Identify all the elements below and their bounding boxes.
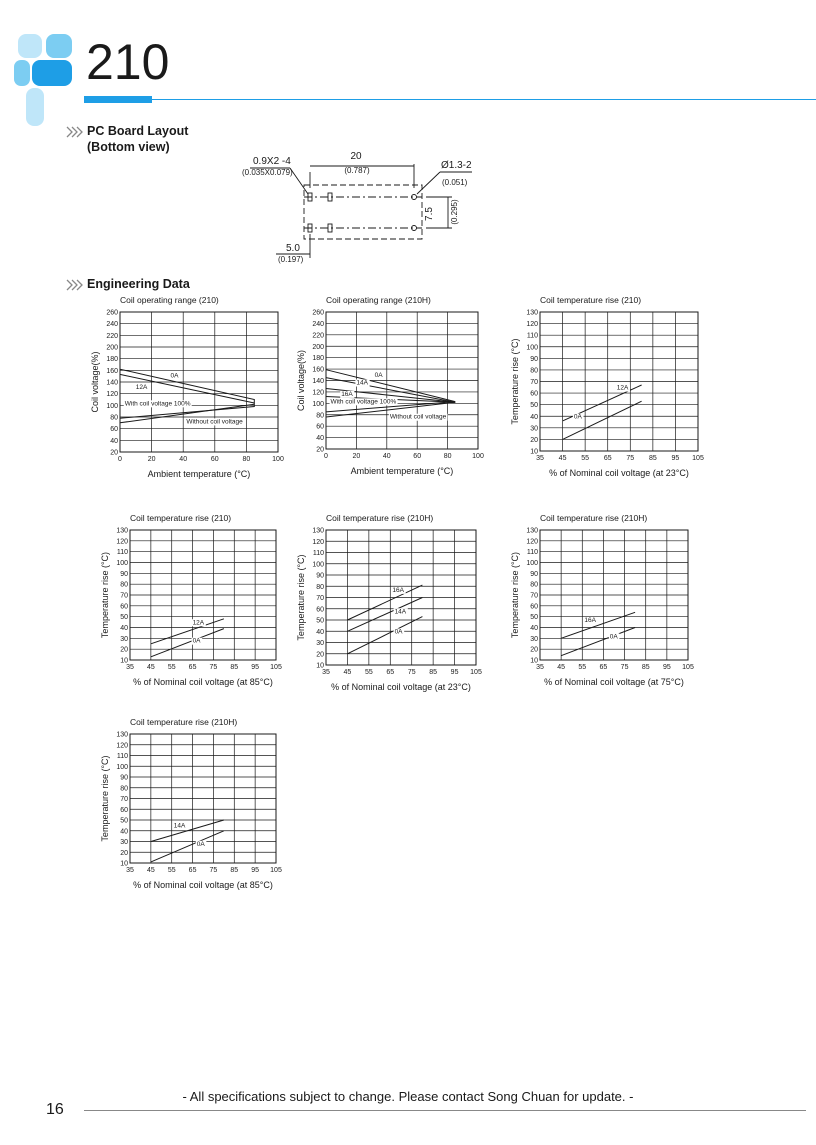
x-tick-label: 65 — [386, 669, 395, 676]
y-tick-label: 60 — [120, 603, 128, 611]
x-tick-label: 60 — [210, 456, 219, 463]
x-tick-label: 85 — [230, 664, 239, 671]
y-tick-label: 40 — [530, 413, 538, 421]
section-title-engineering-data: Engineering Data — [87, 277, 190, 291]
y-tick-label: 240 — [106, 321, 118, 329]
y-tick-label: 80 — [316, 412, 324, 420]
y-tick-label: 100 — [106, 402, 118, 410]
y-tick-label: 90 — [120, 570, 128, 578]
y-tick-label: 90 — [120, 774, 128, 782]
y-tick-label: 20 — [316, 651, 324, 659]
series-annotation: 16A — [392, 586, 405, 594]
series-line — [561, 612, 635, 641]
chart-coil-temp-rise-210h-75c — [502, 512, 742, 704]
series-annotation: 0A — [192, 637, 201, 645]
x-tick-label: 100 — [472, 453, 484, 460]
y-tick-label: 130 — [526, 309, 538, 317]
y-tick-label: 50 — [530, 402, 538, 410]
y-tick-label: 80 — [530, 367, 538, 375]
x-tick-label: 45 — [146, 867, 155, 874]
x-tick-label: 65 — [603, 455, 612, 462]
series-annotation: 14A — [356, 379, 368, 387]
series-annotation: Without coil voltage — [389, 413, 447, 421]
y-tick-label: 60 — [530, 390, 538, 398]
x-tick-label: 55 — [364, 669, 373, 676]
chart-coil-temp-rise-210-23c — [510, 294, 726, 486]
y-tick-label: 20 — [110, 449, 118, 457]
y-tick-label: 10 — [530, 448, 538, 456]
y-tick-label: 20 — [316, 446, 324, 454]
header-rule — [152, 99, 816, 100]
y-tick-label: 30 — [530, 635, 538, 643]
x-tick-label: 35 — [536, 664, 544, 671]
y-tick-label: 110 — [116, 549, 128, 557]
x-tick-label: 0 — [324, 453, 328, 460]
y-tick-label: 20 — [120, 849, 128, 857]
section-subtitle-bottom-view: (Bottom view) — [87, 140, 170, 154]
y-tick-label: 140 — [312, 378, 324, 385]
y-tick-label: 100 — [526, 560, 538, 567]
x-tick-label: 95 — [450, 669, 459, 676]
x-tick-label: 20 — [147, 456, 156, 463]
y-tick-label: 180 — [312, 355, 324, 363]
chevron-right-icon — [66, 126, 84, 138]
dim-length-inch: (0.787) — [344, 166, 370, 175]
dim-height-inch: (0.295) — [450, 199, 459, 225]
chart-grid — [326, 530, 476, 665]
dim-hole: Ø1.3-2 — [441, 160, 472, 171]
dim-height: 7.5 — [424, 207, 435, 221]
chart-grid — [540, 530, 688, 660]
y-tick-label: 10 — [530, 657, 538, 665]
x-tick-label: 75 — [626, 455, 635, 462]
y-axis-label: Temperature rise (°C) — [100, 551, 110, 639]
dim-pin: 0.9X2 -4 — [253, 156, 291, 167]
y-tick-label: 70 — [120, 796, 128, 803]
y-tick-label: 20 — [530, 436, 538, 444]
y-tick-label: 130 — [116, 731, 128, 739]
y-tick-label: 40 — [316, 435, 324, 443]
y-tick-label: 90 — [530, 355, 538, 363]
series-annotation: 14A — [394, 608, 407, 616]
x-tick-label: 0 — [118, 456, 122, 463]
y-axis-label: Temperature rise (°C) — [510, 551, 520, 639]
y-tick-label: 220 — [312, 332, 324, 340]
x-tick-label: 105 — [270, 664, 282, 671]
y-tick-label: 260 — [312, 309, 324, 317]
chart-coil-operating-range-210 — [78, 294, 318, 490]
series-annotation: 14A — [173, 822, 186, 830]
x-tick-label: 35 — [322, 669, 330, 676]
x-tick-label: 105 — [270, 867, 282, 874]
x-tick-label: 55 — [167, 867, 176, 874]
x-tick-label: 80 — [443, 453, 452, 460]
x-tick-label: 75 — [407, 669, 416, 676]
series-annotation: 16A — [341, 390, 353, 398]
x-tick-label: 100 — [272, 456, 284, 463]
y-tick-label: 130 — [116, 527, 128, 535]
x-axis-label: Ambient temperature (°C) — [147, 469, 251, 479]
series-annotation: 0A — [170, 372, 179, 380]
y-tick-label: 110 — [116, 753, 128, 760]
y-tick-label: 100 — [312, 561, 324, 569]
section-title-pcb-layout: PC Board Layout — [87, 124, 189, 138]
footer-rule — [84, 1110, 806, 1111]
y-tick-label: 120 — [526, 321, 538, 329]
chevron-right-icon — [66, 279, 84, 291]
y-tick-label: 160 — [312, 366, 324, 374]
y-tick-label: 50 — [316, 617, 324, 625]
y-tick-label: 90 — [316, 572, 324, 580]
series-annotation: With coil voltage 100% — [124, 400, 191, 408]
x-tick-label: 55 — [167, 664, 176, 671]
chart-coil-temp-rise-210h-85c — [88, 716, 328, 900]
series-annotation: 0A — [196, 840, 205, 848]
y-tick-label: 120 — [116, 742, 128, 750]
y-tick-label: 160 — [106, 367, 118, 375]
y-tick-label: 60 — [530, 603, 538, 611]
series-annotation: 0A — [609, 633, 618, 641]
x-tick-label: 95 — [251, 867, 260, 874]
dim-offset: 5.0 — [286, 243, 300, 254]
x-tick-label: 75 — [620, 664, 629, 671]
dim-offset-inch: (0.197) — [278, 255, 304, 264]
pcb-layout-diagram — [236, 148, 476, 266]
x-tick-label: 45 — [557, 664, 566, 671]
y-tick-label: 50 — [120, 817, 128, 825]
series-line — [151, 831, 224, 862]
y-tick-label: 130 — [526, 527, 538, 535]
chart-title: Coil temperature rise (210H) — [326, 513, 434, 523]
y-tick-label: 140 — [106, 379, 118, 387]
x-tick-label: 45 — [146, 664, 155, 671]
x-tick-label: 80 — [242, 456, 251, 463]
y-tick-label: 120 — [106, 391, 118, 399]
chart-title: Coil temperature rise (210H) — [130, 717, 238, 727]
x-tick-label: 95 — [662, 664, 671, 671]
y-axis-label: Coil voltage(%) — [90, 351, 100, 413]
y-tick-label: 30 — [120, 839, 128, 846]
x-tick-label: 20 — [352, 453, 361, 460]
y-tick-label: 260 — [106, 309, 118, 317]
x-tick-label: 45 — [343, 669, 352, 676]
dim-pin-inch: (0.035X0.079) — [242, 168, 293, 177]
series-annotation: 16A — [584, 617, 596, 625]
chart-title: Coil temperature rise (210H) — [540, 513, 648, 523]
y-tick-label: 30 — [120, 635, 128, 643]
x-tick-label: 85 — [429, 669, 438, 676]
y-tick-label: 100 — [526, 344, 538, 352]
y-tick-label: 200 — [312, 343, 324, 351]
x-tick-label: 45 — [558, 455, 567, 462]
series-annotation: Without coil voltage — [186, 418, 243, 426]
x-tick-label: 65 — [188, 664, 197, 671]
chart-title: Coil temperature rise (210) — [130, 513, 232, 523]
x-axis-label: % of Nominal coil voltage (at 85°C) — [133, 880, 273, 890]
y-tick-label: 80 — [110, 414, 118, 422]
x-tick-label: 35 — [536, 455, 544, 462]
y-tick-label: 60 — [120, 806, 128, 814]
company-logo-icon — [12, 30, 78, 130]
x-tick-label: 35 — [126, 867, 134, 874]
y-tick-label: 70 — [120, 592, 128, 600]
y-tick-label: 30 — [530, 425, 538, 433]
x-axis-label: % of Nominal coil voltage (at 75°C) — [544, 677, 684, 687]
x-tick-label: 85 — [230, 867, 239, 874]
y-tick-label: 10 — [120, 657, 128, 665]
chart-title: Coil temperature rise (210) — [540, 295, 642, 305]
y-tick-label: 40 — [110, 437, 118, 445]
y-tick-label: 200 — [106, 344, 118, 352]
chart-grid — [326, 312, 478, 449]
series-line — [151, 619, 224, 644]
y-tick-label: 100 — [116, 560, 128, 567]
chart-title: Coil operating range (210H) — [326, 295, 431, 305]
series-annotation: 12A — [192, 619, 205, 627]
y-tick-label: 70 — [530, 592, 538, 600]
series-annotation: With coil voltage 100% — [330, 398, 397, 406]
series-line — [347, 617, 422, 654]
dim-hole-inch: (0.051) — [442, 178, 468, 187]
y-tick-label: 50 — [530, 614, 538, 622]
series-line — [151, 629, 224, 657]
x-tick-label: 85 — [648, 455, 657, 462]
y-tick-label: 80 — [316, 583, 324, 591]
chart-coil-operating-range-210h — [290, 294, 520, 486]
y-tick-label: 80 — [120, 581, 128, 589]
x-tick-label: 85 — [641, 664, 650, 671]
y-tick-label: 110 — [312, 550, 324, 557]
chart-title: Coil operating range (210) — [120, 295, 219, 305]
y-tick-label: 70 — [316, 595, 324, 602]
series-annotation: 0A — [374, 372, 383, 380]
y-tick-label: 50 — [120, 614, 128, 622]
y-axis-label: Temperature rise (°C) — [510, 338, 520, 425]
chart-grid — [120, 312, 278, 452]
header-accent-bar — [84, 96, 152, 103]
x-tick-label: 55 — [581, 455, 590, 462]
x-tick-label: 65 — [599, 664, 608, 671]
y-tick-label: 20 — [530, 646, 538, 654]
x-tick-label: 105 — [692, 455, 704, 462]
chart-coil-temp-rise-210h-23c — [282, 512, 522, 706]
series-line — [561, 628, 635, 656]
x-axis-label: % of Nominal coil voltage (at 23°C) — [331, 682, 471, 692]
x-tick-label: 75 — [209, 867, 218, 874]
y-tick-label: 10 — [120, 860, 128, 868]
page-number: 16 — [46, 1101, 64, 1118]
x-tick-label: 105 — [470, 669, 482, 676]
x-tick-label: 55 — [578, 664, 587, 671]
x-axis-label: % of Nominal coil voltage (at 23°C) — [549, 468, 689, 478]
model-number: 210 — [86, 34, 170, 90]
y-tick-label: 110 — [526, 332, 538, 340]
y-tick-label: 80 — [120, 785, 128, 793]
y-tick-label: 40 — [120, 625, 128, 632]
chart-grid — [540, 312, 698, 451]
y-tick-label: 220 — [106, 332, 118, 340]
y-tick-label: 120 — [526, 538, 538, 546]
y-tick-label: 40 — [530, 625, 538, 632]
x-tick-label: 40 — [382, 453, 391, 460]
x-axis-label: Ambient temperature (°C) — [350, 466, 454, 476]
x-tick-label: 95 — [671, 455, 680, 462]
x-tick-label: 75 — [209, 664, 218, 671]
y-tick-label: 120 — [312, 389, 324, 397]
x-tick-label: 65 — [188, 867, 197, 874]
dim-length: 20 — [350, 151, 362, 162]
x-tick-label: 60 — [413, 453, 422, 460]
y-tick-label: 240 — [312, 320, 324, 328]
series-annotation: 12A — [135, 384, 148, 391]
y-tick-label: 100 — [116, 763, 128, 771]
y-tick-label: 10 — [316, 662, 324, 670]
x-axis-label: % of Nominal coil voltage (at 85°C) — [133, 677, 273, 687]
y-tick-label: 40 — [120, 828, 128, 836]
x-tick-label: 35 — [126, 664, 134, 671]
y-tick-label: 100 — [312, 400, 324, 408]
y-tick-label: 60 — [316, 606, 324, 614]
y-tick-label: 180 — [106, 356, 118, 364]
x-tick-label: 105 — [682, 664, 694, 671]
y-tick-label: 30 — [316, 640, 324, 647]
x-tick-label: 95 — [251, 664, 260, 671]
series-annotation: 0A — [573, 413, 582, 421]
series-annotation: 12A — [616, 384, 629, 392]
y-axis-label: Temperature rise (°C) — [100, 755, 110, 842]
footer-disclaimer: - All specifications subject to change. Please contact Song Chuan for update. - — [182, 1089, 634, 1104]
y-axis-label: Temperature rise (°C) — [296, 554, 306, 641]
y-tick-label: 60 — [316, 423, 324, 431]
y-axis-label: Coil voltage(%) — [296, 349, 306, 412]
y-tick-label: 90 — [530, 570, 538, 578]
y-tick-label: 70 — [530, 379, 538, 386]
y-tick-label: 130 — [312, 527, 324, 535]
y-tick-label: 20 — [120, 646, 128, 654]
y-tick-label: 120 — [116, 538, 128, 546]
y-tick-label: 110 — [526, 549, 538, 557]
y-tick-label: 80 — [530, 581, 538, 589]
y-tick-label: 60 — [110, 426, 118, 434]
series-annotation: 0A — [394, 628, 403, 636]
chart-grid — [130, 530, 276, 660]
x-tick-label: 40 — [179, 456, 188, 463]
y-tick-label: 120 — [312, 538, 324, 546]
y-tick-label: 40 — [316, 628, 324, 636]
